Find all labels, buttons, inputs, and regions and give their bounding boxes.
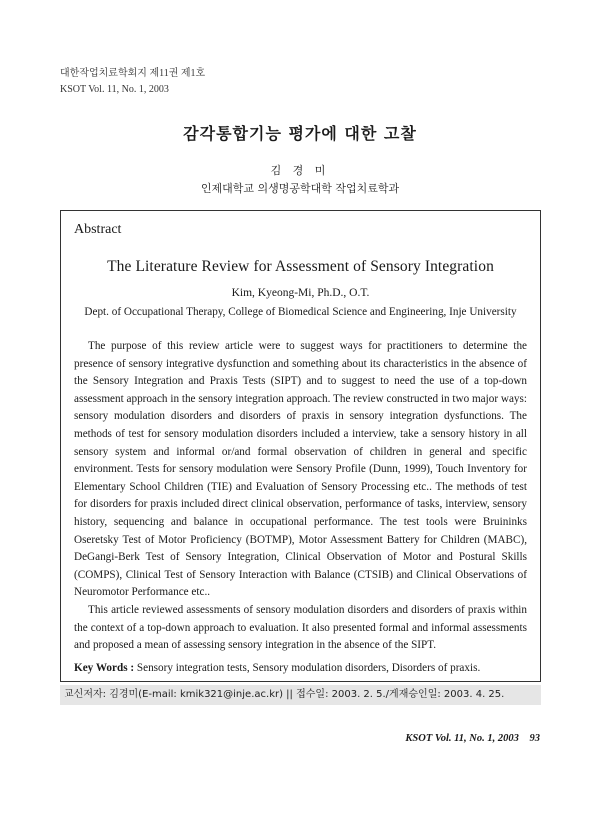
- journal-header-english: KSOT Vol. 11, No. 1, 2003: [60, 84, 169, 95]
- correspondence-bar: 교신저자: 김경미(E-mail: kmik321@inje.ac.kr) || 접수일: 2003. 2. 5./게재승인일: 2003. 4. 25.: [60, 685, 541, 705]
- page-number: 93: [529, 733, 540, 744]
- footer-journal: KSOT Vol. 11, No. 1, 2003: [405, 733, 519, 744]
- english-author: Kim, Kyeong-Mi, Ph.D., O.T.: [231, 287, 370, 299]
- abstract-body: [74, 338, 527, 655]
- keywords-list: Sensory integration tests, Sensory modulation disorders, Disorders of praxis.: [136, 662, 481, 674]
- journal-header: [60, 66, 205, 98]
- abstract-box: [60, 210, 541, 682]
- abstract-heading: Abstract: [74, 222, 122, 237]
- abstract-paragraph: The purpose of this review article were to suggest ways for practitioners to determine the presence of sensory integrative dysfunction and something about its characteristics in the absence of the Sensory Integration and Praxis Tests (SIPT) and to suggest to need the use of a top-down assessment approach in the sensory integration approach. The review constructed in two major ways: sensory modulation disorders and disorders of praxis in sensory integration dysfunctions. The methods of test for sensory modulation disorders included a interview, take a sensory history in all sensory system and informal or/and formal observation of children in general and specific environment. Tests for sensory modulation were Sensory Profile (Dunn, 1999), Touch Inventory for Elementary School Children (TIE) and Evaluation of Sensory Processing etc.. The methods of test for disorders for praxis included direct clinical observation, performance of tasks, interview, sensory history, sequencing and balance in occupational performance. The test tools were Bruininks Oseretsky Test of Motor Proficiency (BOTMP), Motor Assessment Battery for Children (MABC), DeGangi-Berk Test of Sensory Integration, Clinical Observation of Motor and Postural Skills (COMPS), Clinical Test of Sensory Interaction with Balance (CTSIB) and Clinical Observations of Neuromotor Performance etc..: [74, 340, 527, 599]
- page-footer: [405, 733, 540, 744]
- keywords-label: Key Words :: [74, 662, 135, 674]
- keywords: [74, 662, 530, 674]
- korean-affiliation: 인제대학교 의생명공학대학 작업치료학과: [200, 182, 400, 195]
- abstract-paragraph: This article reviewed assessments of sensory modulation disorders and disorders of praxis within the context of a top-down approach to evaluation. It also presented formal and informal assessments and proposed a mean of assessing sensory integration in the absence of the SIPT.: [74, 603, 527, 652]
- korean-title: 감각통합기능 평가에 대한 고찰: [183, 124, 417, 143]
- journal-header-korean: 대한작업치료학회지 제11권 제1호: [60, 68, 206, 79]
- korean-author: 김 경 미: [270, 164, 330, 177]
- english-title: The Literature Review for Assessment of Sensory Integration: [107, 258, 494, 275]
- english-affiliation: Dept. of Occupational Therapy, College of Biomedical Science and Engineering, Inje University: [84, 306, 517, 318]
